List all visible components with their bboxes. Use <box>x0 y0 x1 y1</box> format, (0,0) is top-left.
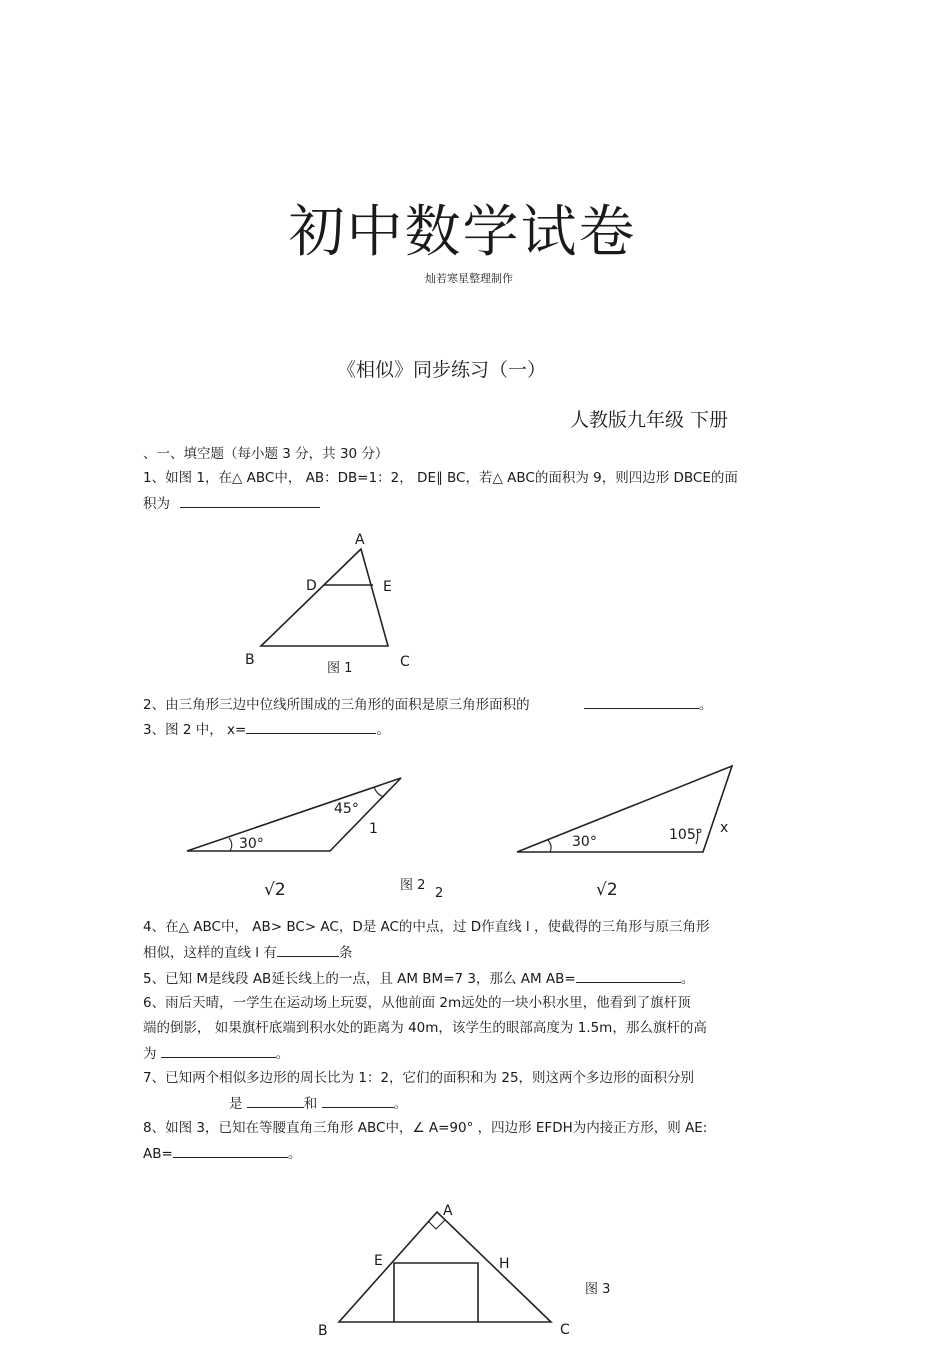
question-7-text-b: 和 <box>303 1096 318 1112</box>
question-5-end: 。 <box>680 971 695 987</box>
fig3-label-h: H <box>499 1256 510 1272</box>
fig3-label-e: E <box>374 1253 383 1269</box>
question-1-text: 积为 <box>143 496 170 512</box>
question-7-end: 。 <box>393 1096 408 1112</box>
fig3-label-c: C <box>560 1322 570 1338</box>
question-6-text: 为 <box>143 1046 157 1062</box>
fig2-caption-extra: 2 <box>435 886 444 901</box>
document-subtitle: 灿若寒星整理制作 <box>425 272 513 285</box>
question-6-line-1: 6、雨后天晴，一学生在运动场上玩耍，从他前面 2m远处的一块小积水里，他看到了旗杆顶 <box>143 995 691 1011</box>
question-8-end: 。 <box>287 1146 302 1162</box>
question-8-text: AB= <box>143 1146 173 1162</box>
question-6-end: 。 <box>275 1046 290 1062</box>
fig3-caption: 图 3 <box>585 1282 611 1297</box>
fig2-side-x-label: x <box>720 820 729 836</box>
fig2-base-right-label: √2 <box>596 880 618 900</box>
fig1-label-c: C <box>400 654 410 670</box>
fig2-side-1-label: 1 <box>369 821 378 837</box>
fig2-angle-45-label: 45° <box>334 801 359 817</box>
fig2-angle-30-left-label: 30° <box>239 836 264 852</box>
triangle-abc-isosceles <box>339 1212 551 1322</box>
question-4-line-1: 4、在△ ABC中， AB> BC> AC，D是 AC的中点，过 D作直线 l ，使截得的三角形与原三角形 <box>143 919 710 935</box>
edition-label: 人教版九年级 下册 <box>570 409 729 431</box>
question-4-text: 相似，这样的直线 l 有 <box>143 945 277 961</box>
question-2-text: 2、由三角形三边中位线所围成的三角形的面积是原三角形面积的 <box>143 697 530 713</box>
section-title: 《相似》同步练习（一） <box>337 359 547 381</box>
fig2-angle-30-right-label: 30° <box>572 834 597 850</box>
question-4-end: 条 <box>338 945 353 961</box>
fig1-label-d: D <box>306 578 317 594</box>
document-title: 初中数学试卷 <box>288 200 637 265</box>
fig2-angle-105-label: 105° <box>669 827 703 843</box>
question-3-text: 3、图 2 中， x= <box>143 722 247 738</box>
fig1-label-a: A <box>355 532 365 548</box>
fig1-label-e: E <box>383 579 392 595</box>
fig1-label-b: B <box>245 652 255 668</box>
question-5-text: 5、已知 M是线段 AB延长线上的一点，且 AM BM=7 3，那么 AM AB= <box>143 971 576 987</box>
fig2-base-left-label: √2 <box>264 880 286 900</box>
fig2-caption: 图 2 <box>400 878 426 893</box>
section-heading: 、一、填空题（每小题 3 分，共 30 分） <box>143 446 389 462</box>
fig3-label-a: A <box>443 1203 453 1219</box>
fig3-label-b: B <box>318 1323 328 1339</box>
question-2-end: 。 <box>698 697 713 713</box>
right-angle-mark <box>428 1220 445 1229</box>
fig1-caption: 图 1 <box>327 661 353 676</box>
question-6-line-2: 端的倒影， 如果旗杆底端到积水处的距离为 40m，该学生的眼部高度为 1.5m，那么旗杆的高 <box>143 1020 707 1036</box>
inscribed-square <box>394 1263 478 1322</box>
question-7-text-a: 是 <box>229 1096 243 1112</box>
question-3-end: 。 <box>376 722 390 738</box>
question-8-line-1: 8、如图 3，已知在等腰直角三角形 ABC中，∠ A=90° ，四边形 EFDH为内接正方形，则 AE: <box>143 1120 708 1136</box>
question-1-line-1: 1、如图 1，在△ ABC中， AB：DB=1：2， DE∥ BC，若△ ABC的面积为 9，则四边形 DBCE的面 <box>143 470 738 486</box>
question-7-line-1: 7、已知两个相似多边形的周长比为 1：2，它们的面积和为 25，则这两个多边形的面积分别 <box>143 1070 695 1086</box>
